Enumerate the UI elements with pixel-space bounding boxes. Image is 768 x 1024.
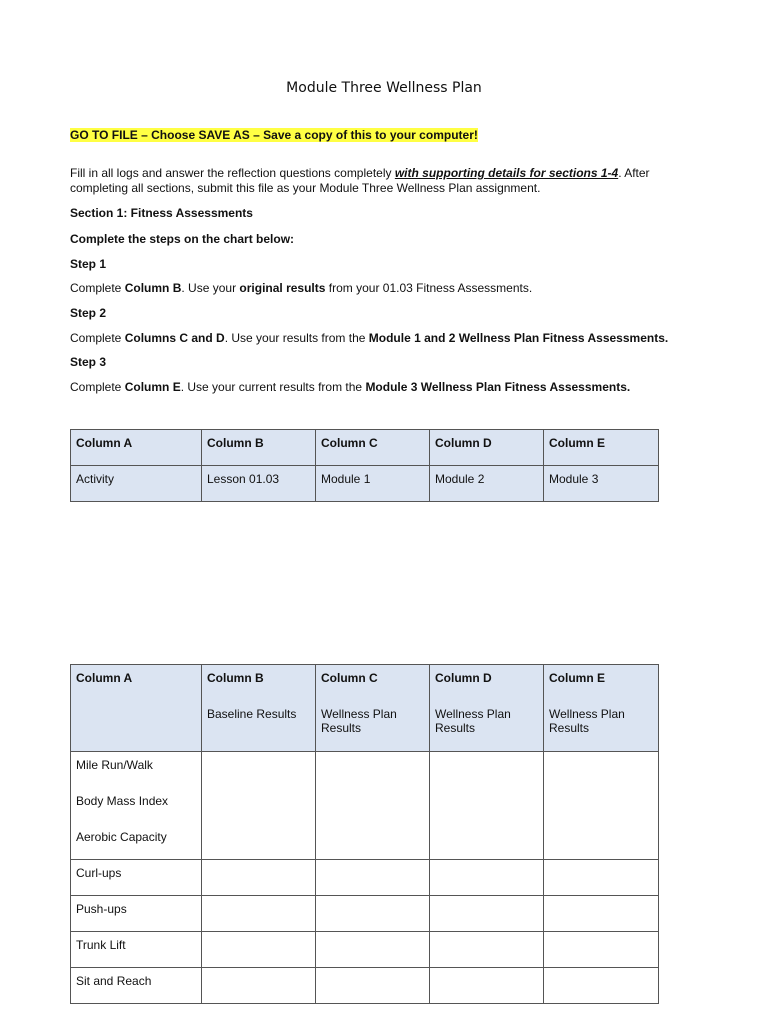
input-cell[interactable] — [544, 752, 659, 860]
table-cell: Lesson 01.03 — [202, 466, 316, 502]
activity-label: Curl-ups — [71, 860, 202, 896]
header-column-b: Column B — [202, 430, 316, 466]
header-column-d: Column D — [430, 430, 544, 466]
input-cell[interactable] — [316, 932, 430, 968]
step-3-label: Step 3 — [70, 355, 107, 369]
header-column-e: Column E Wellness Plan Results — [544, 665, 659, 752]
page-title: Module Three Wellness Plan — [286, 80, 482, 96]
input-cell[interactable] — [202, 896, 316, 932]
step-2-label: Step 2 — [70, 306, 107, 320]
table-row — [71, 968, 659, 1004]
input-cell[interactable] — [316, 752, 430, 860]
input-cell[interactable] — [544, 860, 659, 896]
table-cell: Module 1 — [316, 466, 430, 502]
input-cell[interactable] — [544, 932, 659, 968]
section-heading: Section 1: Fitness Assessments — [70, 206, 253, 220]
input-cell[interactable] — [316, 860, 430, 896]
input-cell[interactable] — [430, 968, 544, 1004]
save-instruction-text: GO TO FILE – Choose SAVE AS – Save a copy of this to your computer! — [70, 128, 478, 142]
activity-label: Trunk Lift — [71, 932, 202, 968]
activity-label: Mile Run/Walk — [76, 758, 153, 772]
header-column-d: Column D Wellness Plan Results — [430, 665, 544, 752]
intro-text-start: Fill in all logs and answer the reflection questions completely — [70, 166, 395, 180]
activity-group-cell — [71, 752, 202, 860]
header-column-c: Column C — [316, 430, 430, 466]
table-header-row — [71, 430, 659, 466]
table-cell: Module 3 — [544, 466, 659, 502]
header-column-a: Column A — [71, 665, 202, 752]
input-cell[interactable] — [202, 968, 316, 1004]
intro-text-end: . After completing all sections, submit this file as your Module Three Wellness Plan assignment. — [70, 166, 650, 195]
table-row — [71, 932, 659, 968]
save-instruction-banner — [70, 128, 478, 142]
table-row-group — [71, 752, 659, 860]
step-3-text: Complete Column E. Use your current results from the Module 3 Wellness Plan Fitness Assessments. — [70, 380, 631, 394]
header-column-a: Column A — [71, 430, 202, 466]
input-cell[interactable] — [430, 860, 544, 896]
step-1-text: Complete Column B. Use your original results from your 01.03 Fitness Assessments. — [70, 281, 533, 295]
table-cell: Module 2 — [430, 466, 544, 502]
activity-table — [70, 429, 659, 502]
step-1-label: Step 1 — [70, 257, 107, 271]
intro-emphasis: with supporting details for sections 1-4 — [394, 166, 619, 180]
table-row — [71, 860, 659, 896]
input-cell[interactable] — [430, 752, 544, 860]
activity-label: Sit and Reach — [71, 968, 202, 1004]
input-cell[interactable] — [544, 968, 659, 1004]
input-cell[interactable] — [316, 896, 430, 932]
results-table — [70, 664, 659, 1004]
chart-instruction: Complete the steps on the chart below: — [70, 232, 295, 246]
step-2-text: Complete Columns C and D. Use your results from the Module 1 and 2 Wellness Plan Fitness Assessments. — [70, 331, 669, 345]
header-column-b: Column B Baseline Results — [202, 665, 316, 752]
input-cell[interactable] — [202, 932, 316, 968]
header-column-e: Column E — [544, 430, 659, 466]
table-cell: Activity — [71, 466, 202, 502]
header-column-c: Column C Wellness Plan Results — [316, 665, 430, 752]
input-cell[interactable] — [544, 896, 659, 932]
activity-label: Push-ups — [71, 896, 202, 932]
activity-label: Aerobic Capacity — [76, 830, 167, 844]
table-row — [71, 896, 659, 932]
input-cell[interactable] — [202, 860, 316, 896]
intro-paragraph — [70, 166, 700, 196]
input-cell[interactable] — [430, 896, 544, 932]
input-cell[interactable] — [202, 752, 316, 860]
table-row — [71, 466, 659, 502]
input-cell[interactable] — [316, 968, 430, 1004]
input-cell[interactable] — [430, 932, 544, 968]
table-header-row — [71, 665, 659, 752]
activity-label: Body Mass Index — [76, 794, 169, 808]
